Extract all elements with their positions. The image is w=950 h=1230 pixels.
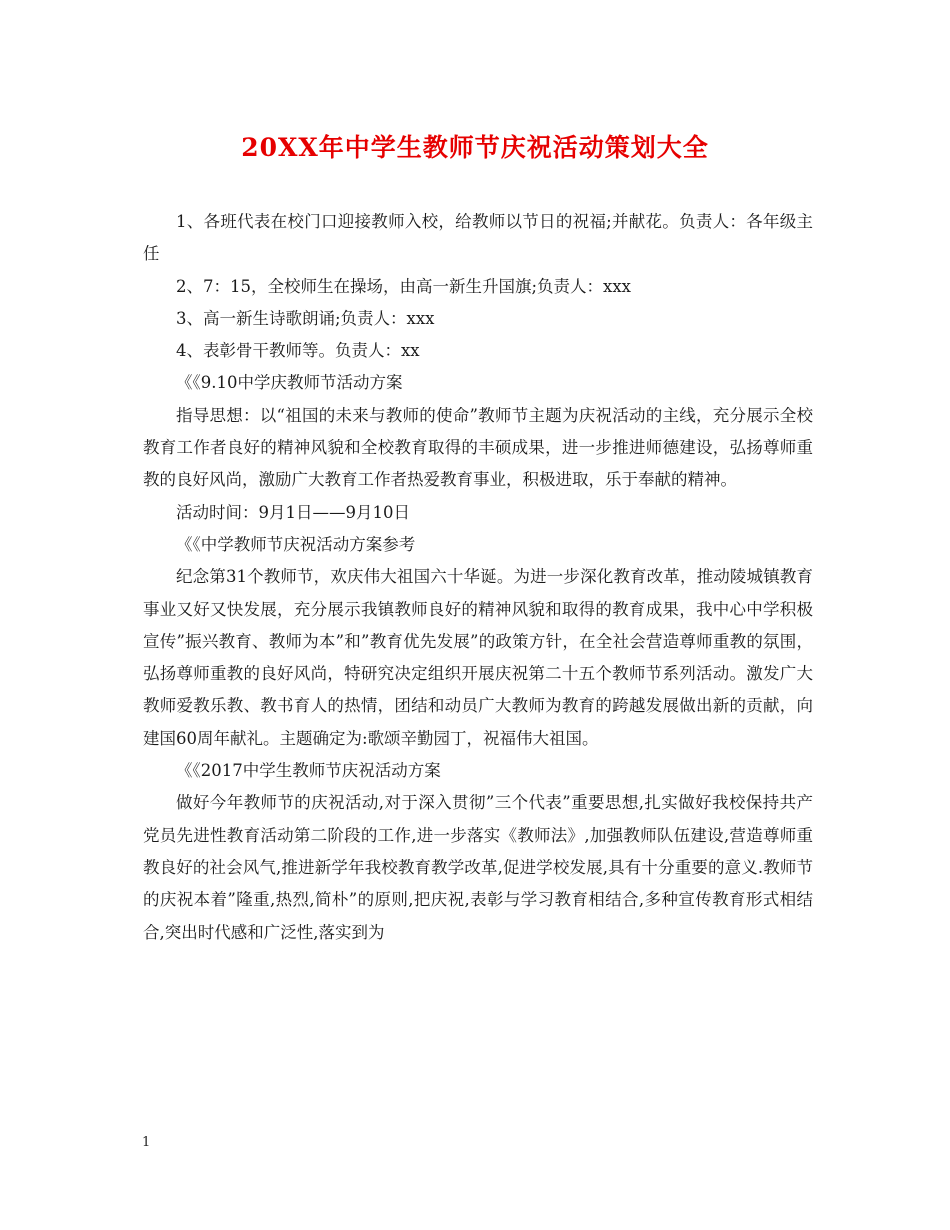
- section-heading: 《《9.10中学庆教师节活动方案: [176, 373, 403, 393]
- paragraph: 3、高一新生诗歌朗诵;负责人：xxx: [176, 308, 435, 328]
- paragraph: 1、各班代表在校门口迎接教师入校，给教师以节日的祝福;并献花。负责人：各年级主任: [143, 212, 813, 264]
- document-body: [143, 206, 813, 949]
- section-heading: 《《2017中学生教师节庆祝活动方案: [176, 761, 441, 781]
- paragraph: 纪念第31个教师节，欢庆伟大祖国六十华诞。为进一步深化教育改革，推动陵城镇教育事业又好又快发展，充分展示我镇教师良好的精神风貌和取得的教育成果，我中心中学积极宣传”振兴教育、教师为本”和”教育优先发展”的政策方针，在全社会营造尊师重教的氛围，弘扬尊师重教的良好风尚，特研究决定组织开展庆祝第二十五个教师节系列活动。激发广大教师爱教乐教、教书育人的热情，团结和动员广大教师为教育的跨越发展做出新的贡献，向建国60周年献礼。主题确定为:歌颂辛勤园丁，祝福伟大祖国。: [143, 567, 813, 748]
- paragraph: 活动时间：9月1日——9月10日: [176, 502, 410, 522]
- page-number: 1: [142, 1135, 151, 1150]
- paragraph: 2、7：15，全校师生在操场，由高一新生升国旗;负责人：xxx: [176, 276, 631, 296]
- paragraph: 做好今年教师节的庆祝活动,对于深入贯彻”三个代表”重要思想,扎实做好我校保持共产党员先进性教育活动第二阶段的工作,进一步落实《教师法》,加强教师队伍建设,营造尊师重教良好的社会风气,推进新学年我校教育教学改革,促进学校发展,具有十分重要的意义.教师节的庆祝本着”隆重,热烈,简朴”的原则,把庆祝,表彰与学习教育相结合,多种宣传教育形式相结合,突出时代感和广泛性,落实到为: [143, 793, 813, 942]
- paragraph: 4、表彰骨干教师等。负责人：xx: [176, 341, 420, 361]
- document-title: 20XX年中学生教师节庆祝活动策划大全: [241, 133, 709, 162]
- paragraph: 指导思想：以“祖国的未来与教师的使命”教师节主题为庆祝活动的主线，充分展示全校教育工作者良好的精神风貌和全校教育取得的丰硕成果，进一步推进师德建设，弘扬尊师重教的良好风尚，激励广大教育工作者热爱教育事业，积极进取，乐于奉献的精神。: [143, 405, 813, 490]
- section-heading: 《《中学教师节庆祝活动方案参考: [176, 534, 416, 554]
